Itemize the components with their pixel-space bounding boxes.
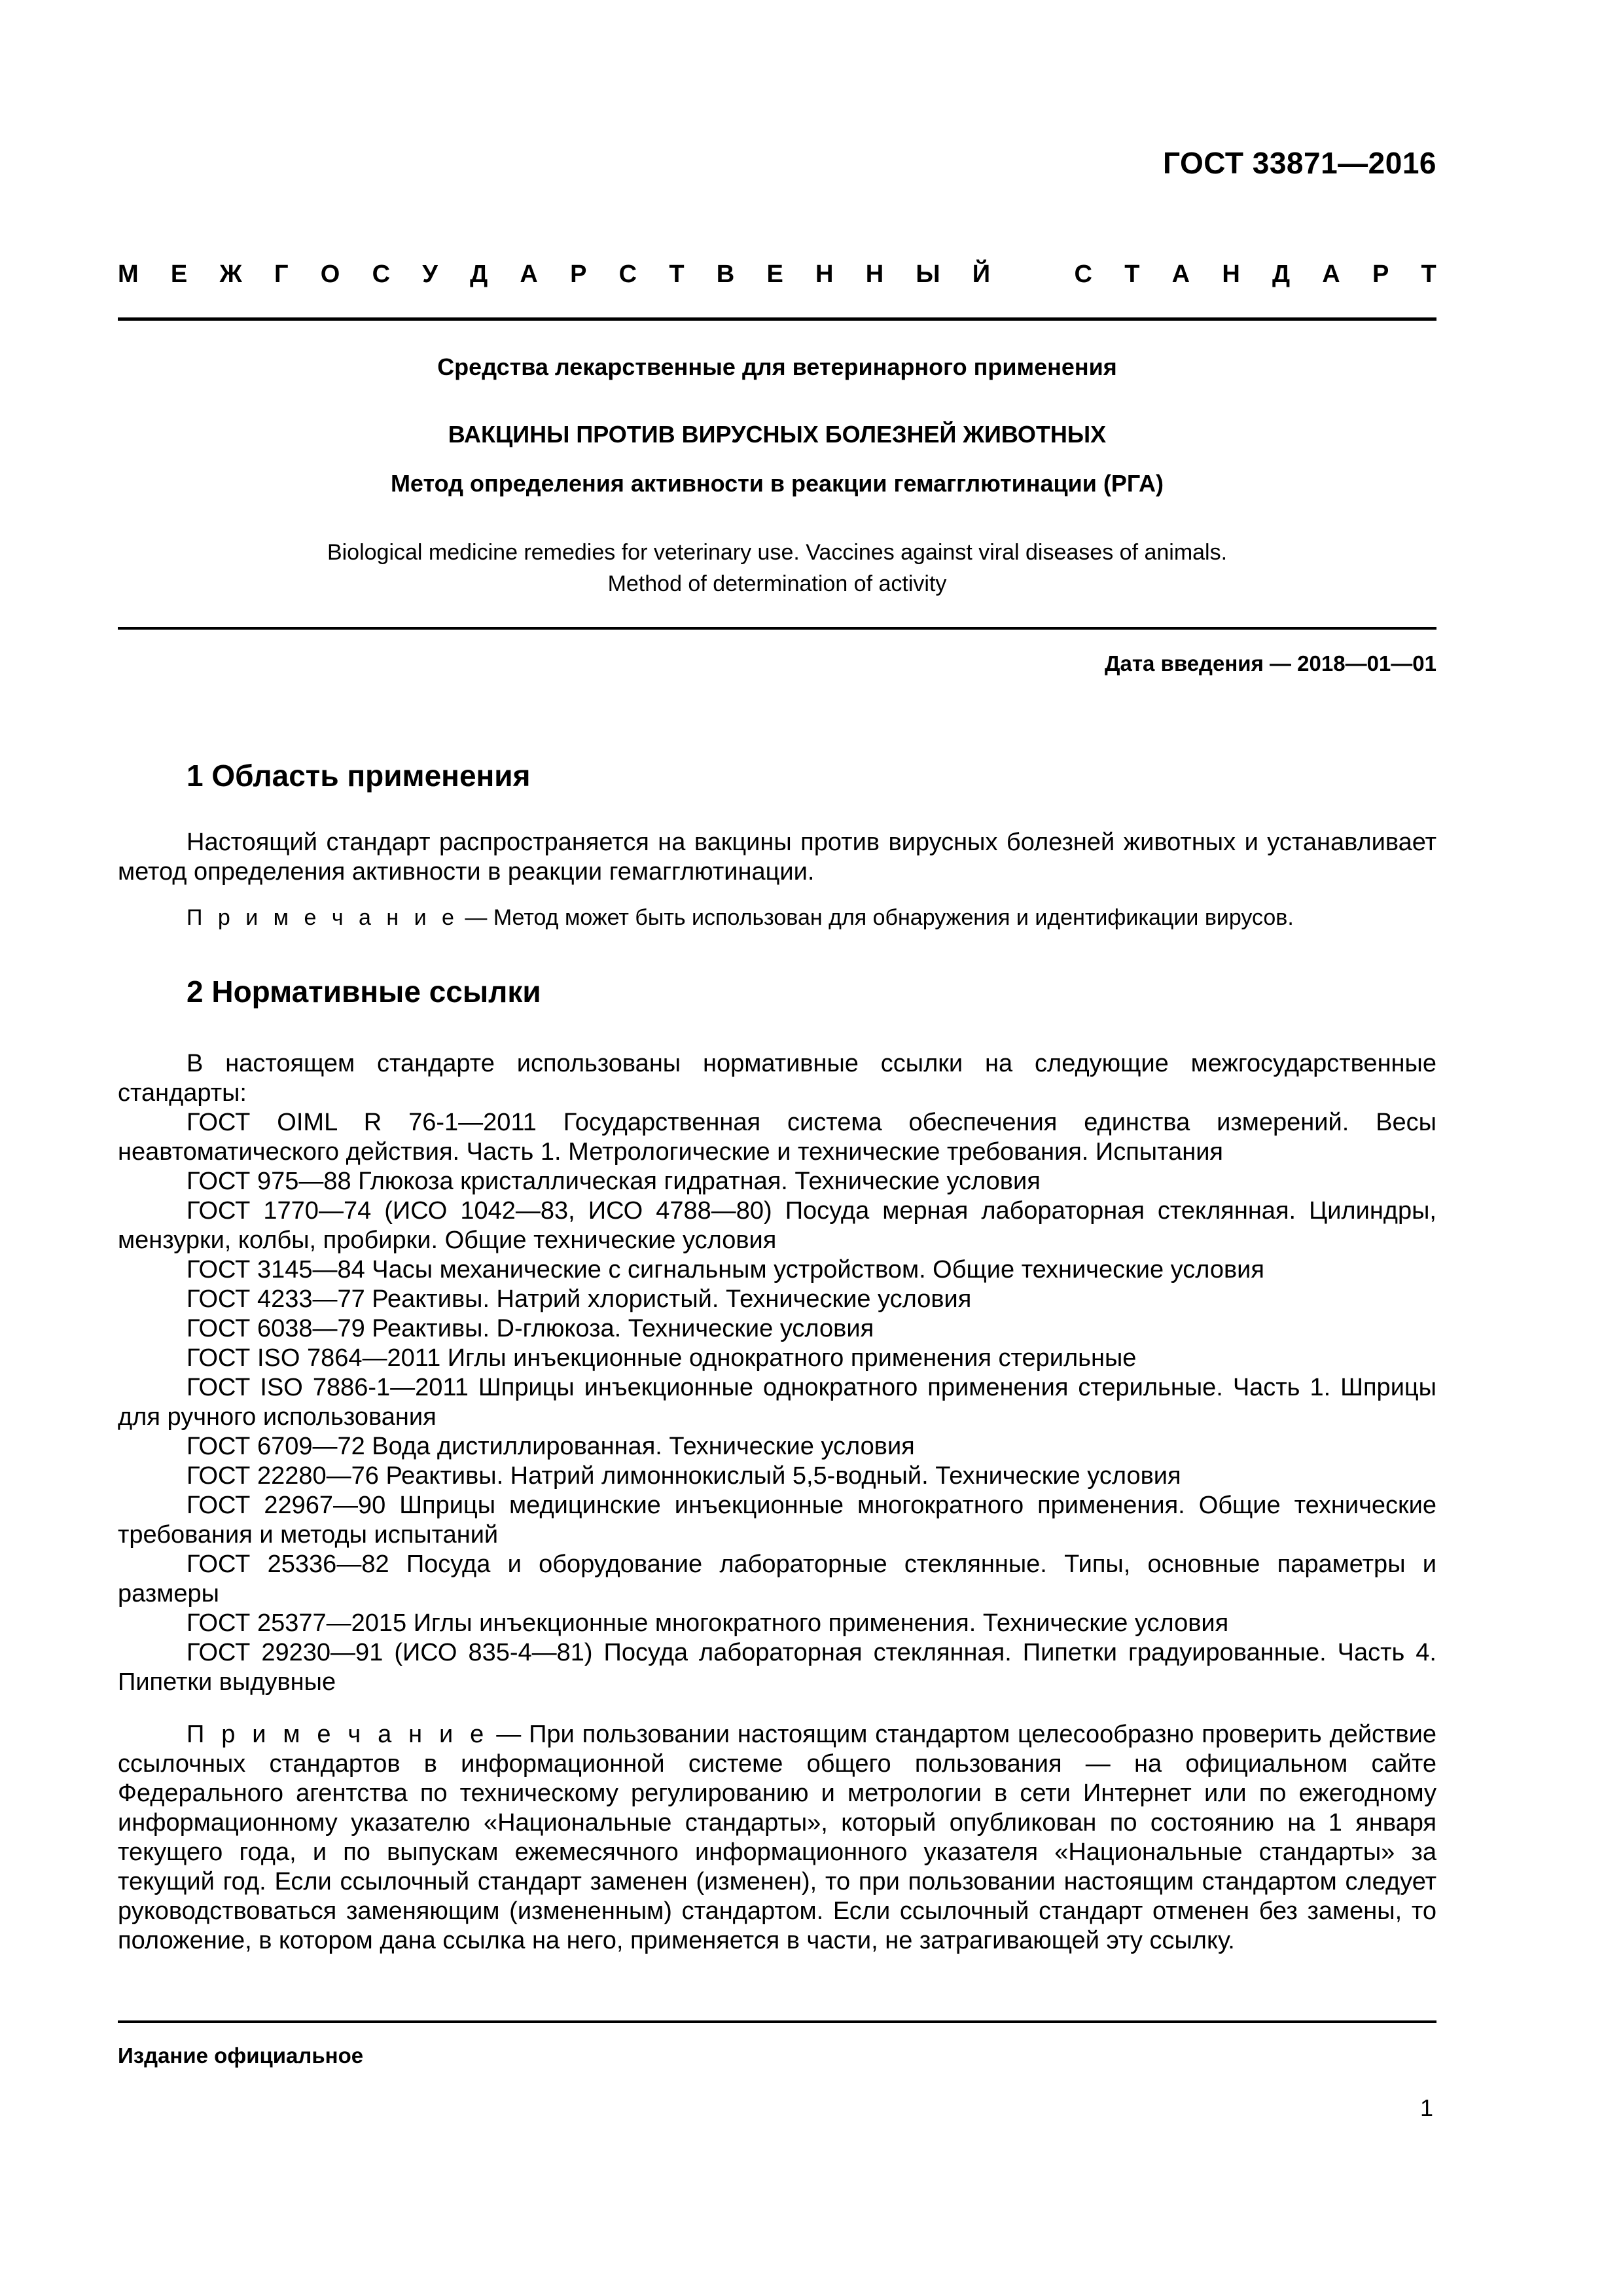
note-text: — Метод может быть использован для обнаружения и идентификации вирусов. <box>458 905 1294 930</box>
reference-item: ГОСТ 975—88 Глюкоза кристаллическая гидратная. Технические условия <box>187 1168 1041 1195</box>
reference-item: ГОСТ 25336—82 Посуда и оборудование лабораторные стеклянные. Типы, основные параметры и размеры <box>118 1551 1436 1607</box>
standard-type-letter <box>1022 260 1042 289</box>
reference-item: ГОСТ 6709—72 Вода дистиллированная. Технические условия <box>187 1433 915 1460</box>
references-intro: В настоящем стандарте использованы нормативные ссылки на следующие межгосударственные стандарты: <box>118 1050 1436 1107</box>
title-line-2: ВАКЦИНЫ ПРОТИВ ВИРУСНЫХ БОЛЕЗНЕЙ ЖИВОТНЫХ <box>448 421 1107 448</box>
standard-type-letter: С <box>372 260 391 288</box>
note-label: П р и м е ч а н и е <box>187 1721 489 1748</box>
reference-item: ГОСТ 29230—91 (ИСО 835-4—81) Посуда лабораторная стеклянная. Пипетки градуированные. Часть 4. Пипетки выдувные <box>118 1639 1436 1696</box>
section-2-references <box>118 1049 1436 1697</box>
title-line-1: Средства лекарственные для ветеринарного применения <box>437 353 1117 380</box>
standard-type-letter: Ж <box>219 260 242 288</box>
standard-type-letter: Р <box>570 260 587 288</box>
standard-type-letter: Н <box>865 260 884 288</box>
standard-type-letter: Т <box>1124 260 1140 288</box>
standard-type-letter: Д <box>470 260 488 288</box>
page-number: 1 <box>1419 2094 1433 2121</box>
reference-item: ГОСТ 3145—84 Часы механические с сигнальным устройством. Общие технические условия <box>187 1256 1264 1283</box>
standard-type-letter: Е <box>170 260 188 288</box>
footer-rule <box>118 2020 1436 2023</box>
reference-item: ГОСТ 25377—2015 Иглы инъекционные многократного применения. Технические условия <box>187 1609 1229 1637</box>
standard-type-letter: А <box>1322 260 1340 288</box>
scope-paragraph: Настоящий стандарт распространяется на вакцины против вирусных болезней животных и устанавливает метод определения активности в реакции гемагглютинации. <box>118 829 1436 886</box>
standard-type-letter: Т <box>1421 260 1436 288</box>
standard-type-letter: Н <box>1222 260 1240 288</box>
standard-type-letter: В <box>716 260 735 288</box>
references-note <box>118 1720 1436 1956</box>
section-1-note <box>187 903 1294 933</box>
section-2-note <box>118 1720 1436 1956</box>
note-label: П р и м е ч а н и е <box>187 905 459 930</box>
section-2-heading: 2 Нормативные ссылки <box>187 975 541 1009</box>
standard-type-letter: У <box>422 260 438 288</box>
header-rule <box>118 317 1436 321</box>
standard-type-letter: Й <box>972 260 991 288</box>
reference-item: ГОСТ ISO 7864—2011 Иглы инъекционные однократного применения стерильные <box>187 1344 1137 1372</box>
standard-type-letter: С <box>1074 260 1092 288</box>
english-title-line-1: Biological medicine remedies for veterinary use. Vaccines against viral diseases of animals. <box>327 540 1228 565</box>
standard-type-letter: Г <box>274 260 289 288</box>
standard-type-letter: Т <box>669 260 685 288</box>
standard-type-letter: Ы <box>916 260 940 288</box>
reference-item: ГОСТ 22967—90 Шприцы медицинские инъекционные многократного применения. Общие технические требования и методы испытаний <box>118 1492 1436 1549</box>
title-line-3: Метод определения активности в реакции гемагглютинации (РГА) <box>390 470 1164 497</box>
standard-designation: ГОСТ 33871—2016 <box>1163 146 1436 180</box>
reference-item: ГОСТ 4233—77 Реактивы. Натрий хлористый. Технические условия <box>187 1285 972 1313</box>
intro-date: Дата введения — 2018—01—01 <box>1105 651 1436 675</box>
standard-type-letter: Н <box>815 260 834 288</box>
standard-type-heading <box>118 260 1436 289</box>
english-title <box>118 537 1436 600</box>
reference-item: ГОСТ 6038—79 Реактивы. D-глюкоза. Технические условия <box>187 1315 874 1342</box>
standard-type-letter: М <box>118 260 139 288</box>
standard-type-letter: О <box>320 260 340 288</box>
reference-item: ГОСТ 1770—74 (ИСО 1042—83, ИСО 4788—80) Посуда мерная лабораторная стеклянная. Цилиндры, мензурки, колбы, пробирки. Общие технические условия <box>118 1197 1436 1254</box>
section-1-heading: 1 Область применения <box>187 759 531 793</box>
standard-type-letter: А <box>520 260 538 288</box>
standard-type-letter: Д <box>1272 260 1291 288</box>
reference-item: ГОСТ 22280—76 Реактивы. Натрий лимоннокислый 5,5-водный. Технические условия <box>187 1462 1181 1490</box>
standard-type-letter: Е <box>766 260 783 288</box>
reference-item: ГОСТ OIML R 76-1—2011 Государственная система обеспечения единства измерений. Весы неавтоматического действия. Часть 1. Метрологические и технические требования. Испытания <box>118 1109 1436 1166</box>
section-1-text <box>118 828 1436 887</box>
standard-type-letter: С <box>618 260 637 288</box>
edition-label: Издание официальное <box>118 2043 364 2068</box>
title-rule <box>118 627 1436 630</box>
english-title-line-2: Method of determination of activity <box>607 571 947 596</box>
standard-type-letter: Р <box>1372 260 1389 288</box>
standard-type-letter: А <box>1171 260 1190 288</box>
note-text: — При пользовании настоящим стандартом целесообразно проверить действие ссылочных стандартов в информационной системе общего пользования — на официальном сайте Федерального агентства по техническому регулированию и метрологии в сети Интернет или по ежегодному информационному указателю «Национальные стандарты», который опубликован по состоянию на 1 января текущего года, и по выпускам ежемесячного информационного указателя «Национальные стандарты» за текущий год. Если ссылочный стандарт заменен (изменен), то при пользовании настоящим стандартом следует руководствоваться заменяющим (измененным) стандартом. Если ссылочный стандарт отменен без замены, то положение, в котором дана ссылка на него, применяется в части, не затрагивающей эту ссылку. <box>118 1721 1436 1954</box>
reference-item: ГОСТ ISO 7886-1—2011 Шприцы инъекционные однократного применения стерильные. Часть 1. Шприцы для ручного использования <box>118 1374 1436 1431</box>
